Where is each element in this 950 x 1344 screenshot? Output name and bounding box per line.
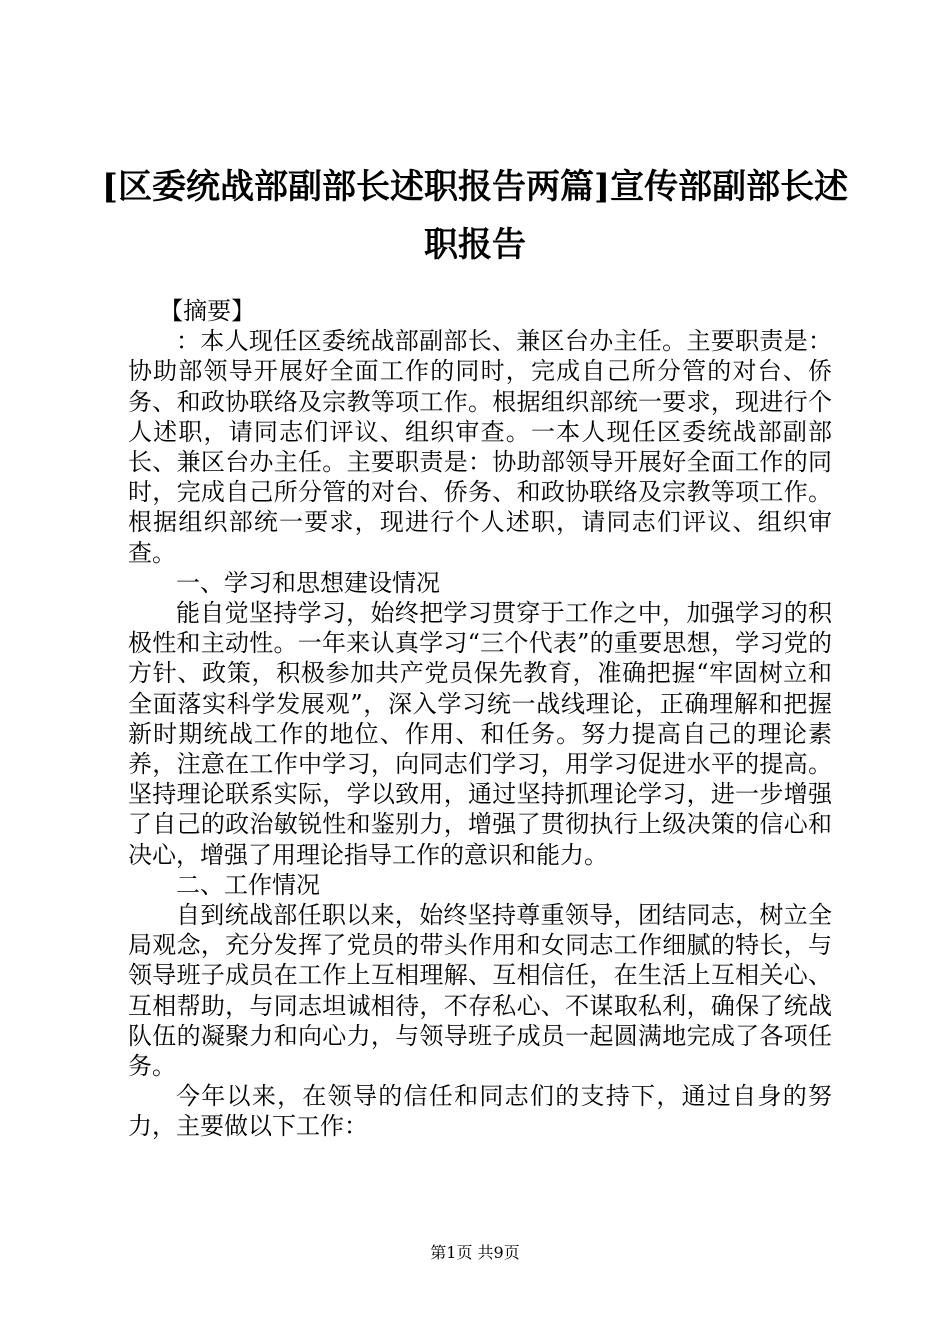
abstract-paragraph: ：本人现任区委统战部副部长、兼区台办主任。主要职责是：协助部领导开展好全面工作的同时，完成自己所分管的对台、侨务、和政协联络及宗教等项工作。根据组织部统一要求，现进行个人述职，请同志们评议、组织审查。一本人现任区委统战部副部长、兼区台办主任。主要职责是：协助部领导开展好全面工作的同时，完成自己所分管的对台、侨务、和政协联络及宗教等项工作。根据组织部统一要求，现进行个人述职，请同志们评议、组织审查。 [128,327,832,567]
work-intro-paragraph: 今年以来，在领导的信任和同志们的支持下，通过自身的努力，主要做以下工作： [128,1082,832,1141]
page-number-footer: 第1页 共9页 [430,1243,520,1262]
section-heading-study: 一、学习和思想建设情况 [176,568,440,597]
study-paragraph: 能自觉坚持学习，始终把学习贯穿于工作之中，加强学习的积极性和主动性。一年来认真学习“三个代表”的重要思想，学习党的方针、政策，积极参加共产党员保先教育，准确把握“牢固树立和全面落实科学发展观”，深入学习统一战线理论，正确理解和把握新时期统战工作的地位、作用、和任务。努力提高自己的理论素养，注意在工作中学习，向同志们学习，用学习促进水平的提高。坚持理论联系实际，学以致用，通过坚持抓理论学习，进一步增强了自己的政治敏锐性和鉴别力，增强了贯彻执行上级决策的信心和决心，增强了用理论指导工作的意识和能力。 [128,599,832,869]
document-title: [区委统战部副部长述职报告两篇]宣传部副部长述职报告 [101,167,849,265]
work-paragraph: 自到统战部任职以来，始终坚持尊重领导，团结同志，树立全局观念，充分发挥了党员的带头作用和女同志工作细腻的特长，与领导班子成员在工作上互相理解、互相信任，在生活上互相关心、互相帮助，与同志坦诚相待，不存私心、不谋取私利，确保了统战队伍的凝聚力和向心力，与领导班子成员一起圆满地完成了各项任务。 [128,901,832,1081]
document-body [128,296,832,1142]
section-heading-work: 二、工作情况 [176,870,320,899]
abstract-label: 【摘要】 [159,297,256,325]
